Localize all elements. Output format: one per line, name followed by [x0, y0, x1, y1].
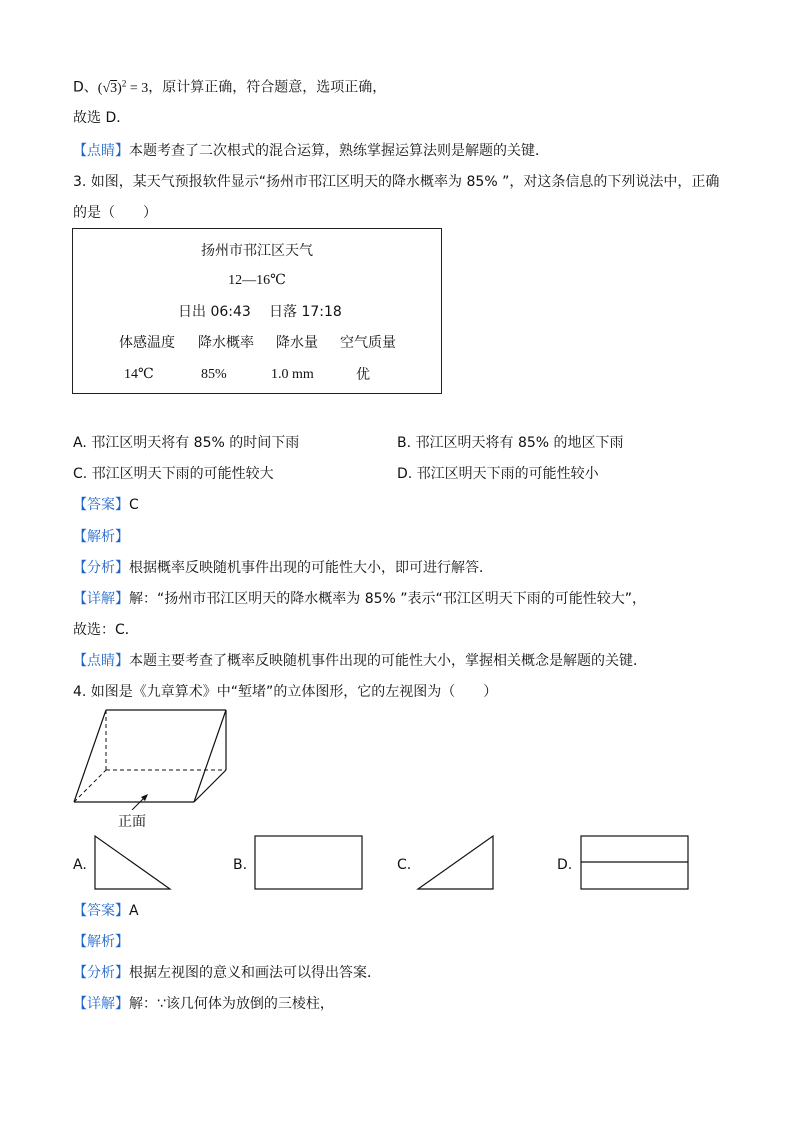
- sqrt-radicand: 3: [110, 80, 118, 96]
- detail-tag: 【详解】: [73, 996, 129, 1012]
- q3-option-a: A. 邗江区明天将有 85% 的时间下雨: [73, 435, 300, 451]
- q3-option-d: D. 邗江区明天下雨的可能性较小: [397, 466, 599, 482]
- q3-stem-line2: 的是（ ）: [73, 205, 157, 221]
- review-tag: 【点睛】: [73, 143, 129, 159]
- q3-option-b: B. 邗江区明天将有 85% 的地区下雨: [397, 435, 624, 451]
- review-text: 本题考查了二次根式的混合运算，熟练掌握运算法则是解题的关键．: [129, 143, 549, 159]
- weather-value-air: 优: [356, 367, 370, 383]
- prism-edge: [194, 710, 226, 802]
- q4-analysis-tag: 【解析】: [73, 934, 129, 950]
- math-expression: $(√3)^2 = 3$: [97, 78, 149, 96]
- answer-value: C: [129, 497, 139, 513]
- answer-tag: 【答案】: [73, 497, 129, 513]
- prism-edge: [74, 710, 106, 802]
- weather-header-air: 空气质量: [340, 335, 396, 351]
- weather-panel: [72, 228, 442, 394]
- q4-option-b-label: B.: [233, 857, 248, 873]
- option-d-prefix: D、: [73, 79, 98, 96]
- prev-choose: 故选 D．: [73, 110, 131, 126]
- sqrt-symbol: √: [102, 80, 111, 96]
- answer-value: A: [129, 903, 139, 919]
- option-d-text: ，原计算正确，符合题意，选项正确，: [148, 79, 387, 96]
- q3-fenxi: [73, 558, 493, 578]
- exponent: 2: [121, 78, 127, 88]
- right-triangle-shape: [95, 836, 170, 889]
- q4-stem: 4. 如图是《九章算术》中“堑堵”的立体图形，它的左视图为（ ）: [73, 684, 498, 700]
- review-tag: 【点睛】: [73, 653, 129, 669]
- weather-sunrise: 日出 06:43: [178, 304, 251, 320]
- fenxi-text: 根据概率反映随机事件出现的可能性大小，即可进行解答．: [129, 560, 493, 576]
- q4-answer: [73, 901, 139, 921]
- fenxi-tag: 【分析】: [73, 965, 129, 981]
- front-label: 正面: [118, 814, 146, 830]
- q4-option-a-label: A.: [73, 857, 87, 873]
- equals-three: = 3: [126, 80, 149, 96]
- weather-header-precip-prob: 降水概率: [198, 335, 254, 351]
- q3-review: [73, 651, 647, 671]
- q4-option-a-figure: [93, 834, 173, 892]
- fenxi-tag: 【分析】: [73, 560, 129, 576]
- weather-title: 扬州市邗江区天气: [201, 243, 313, 259]
- fenxi-text: 根据左视图的意义和画法可以得出答案．: [129, 965, 381, 981]
- q3-analysis-tag: 【解析】: [73, 529, 129, 545]
- q3-detail: [73, 589, 646, 609]
- answer-tag: 【答案】: [73, 903, 129, 919]
- rectangle-shape: [255, 836, 362, 889]
- mirrored-triangle-shape: [418, 836, 493, 889]
- prism-edge: [194, 770, 226, 802]
- q3-answer: [73, 495, 139, 515]
- weather-value-precip-amt: 1.0 mm: [271, 367, 314, 382]
- weather-header-feel: 体感温度: [119, 335, 175, 351]
- weather-temp-range: 12—16℃: [228, 273, 286, 288]
- q3-choose: 故选：C．: [73, 622, 139, 638]
- prev-review: [73, 141, 549, 161]
- weather-value-feel: 14℃: [124, 367, 154, 382]
- weather-value-precip-prob: 85%: [201, 367, 227, 382]
- q3-option-c: C. 邗江区明天下雨的可能性较大: [73, 466, 274, 482]
- option-d-explanation: [73, 73, 386, 99]
- detail-tag: 【详解】: [73, 591, 129, 607]
- q3-stem-line1: 3. 如图，某天气预报软件显示“扬州市邗江区明天的降水概率为 85% ”，对这条信息的下列说法中，正确: [73, 174, 720, 190]
- prism-hidden-edge: [74, 770, 106, 802]
- prism-figure: [70, 706, 270, 810]
- weather-sunset: 日落 17:18: [269, 304, 342, 320]
- q4-option-b-figure: [253, 834, 365, 892]
- q4-fenxi: [73, 963, 381, 983]
- q4-option-d-figure: [579, 834, 691, 892]
- q4-detail: [73, 994, 334, 1014]
- q4-option-c-figure: [416, 834, 496, 892]
- detail-text: 解：∵该几何体为放倒的三棱柱，: [129, 996, 334, 1012]
- q4-option-d-label: D.: [557, 857, 573, 873]
- review-text: 本题主要考查了概率反映随机事件出现的可能性大小，掌握相关概念是解题的关键．: [129, 653, 647, 669]
- detail-text: 解：“扬州市邗江区明天的降水概率为 85% ”表示“邗江区明天下雨的可能性较大”，: [129, 591, 647, 607]
- weather-header-precip-amt: 降水量: [276, 335, 318, 351]
- q4-option-c-label: C.: [397, 857, 412, 873]
